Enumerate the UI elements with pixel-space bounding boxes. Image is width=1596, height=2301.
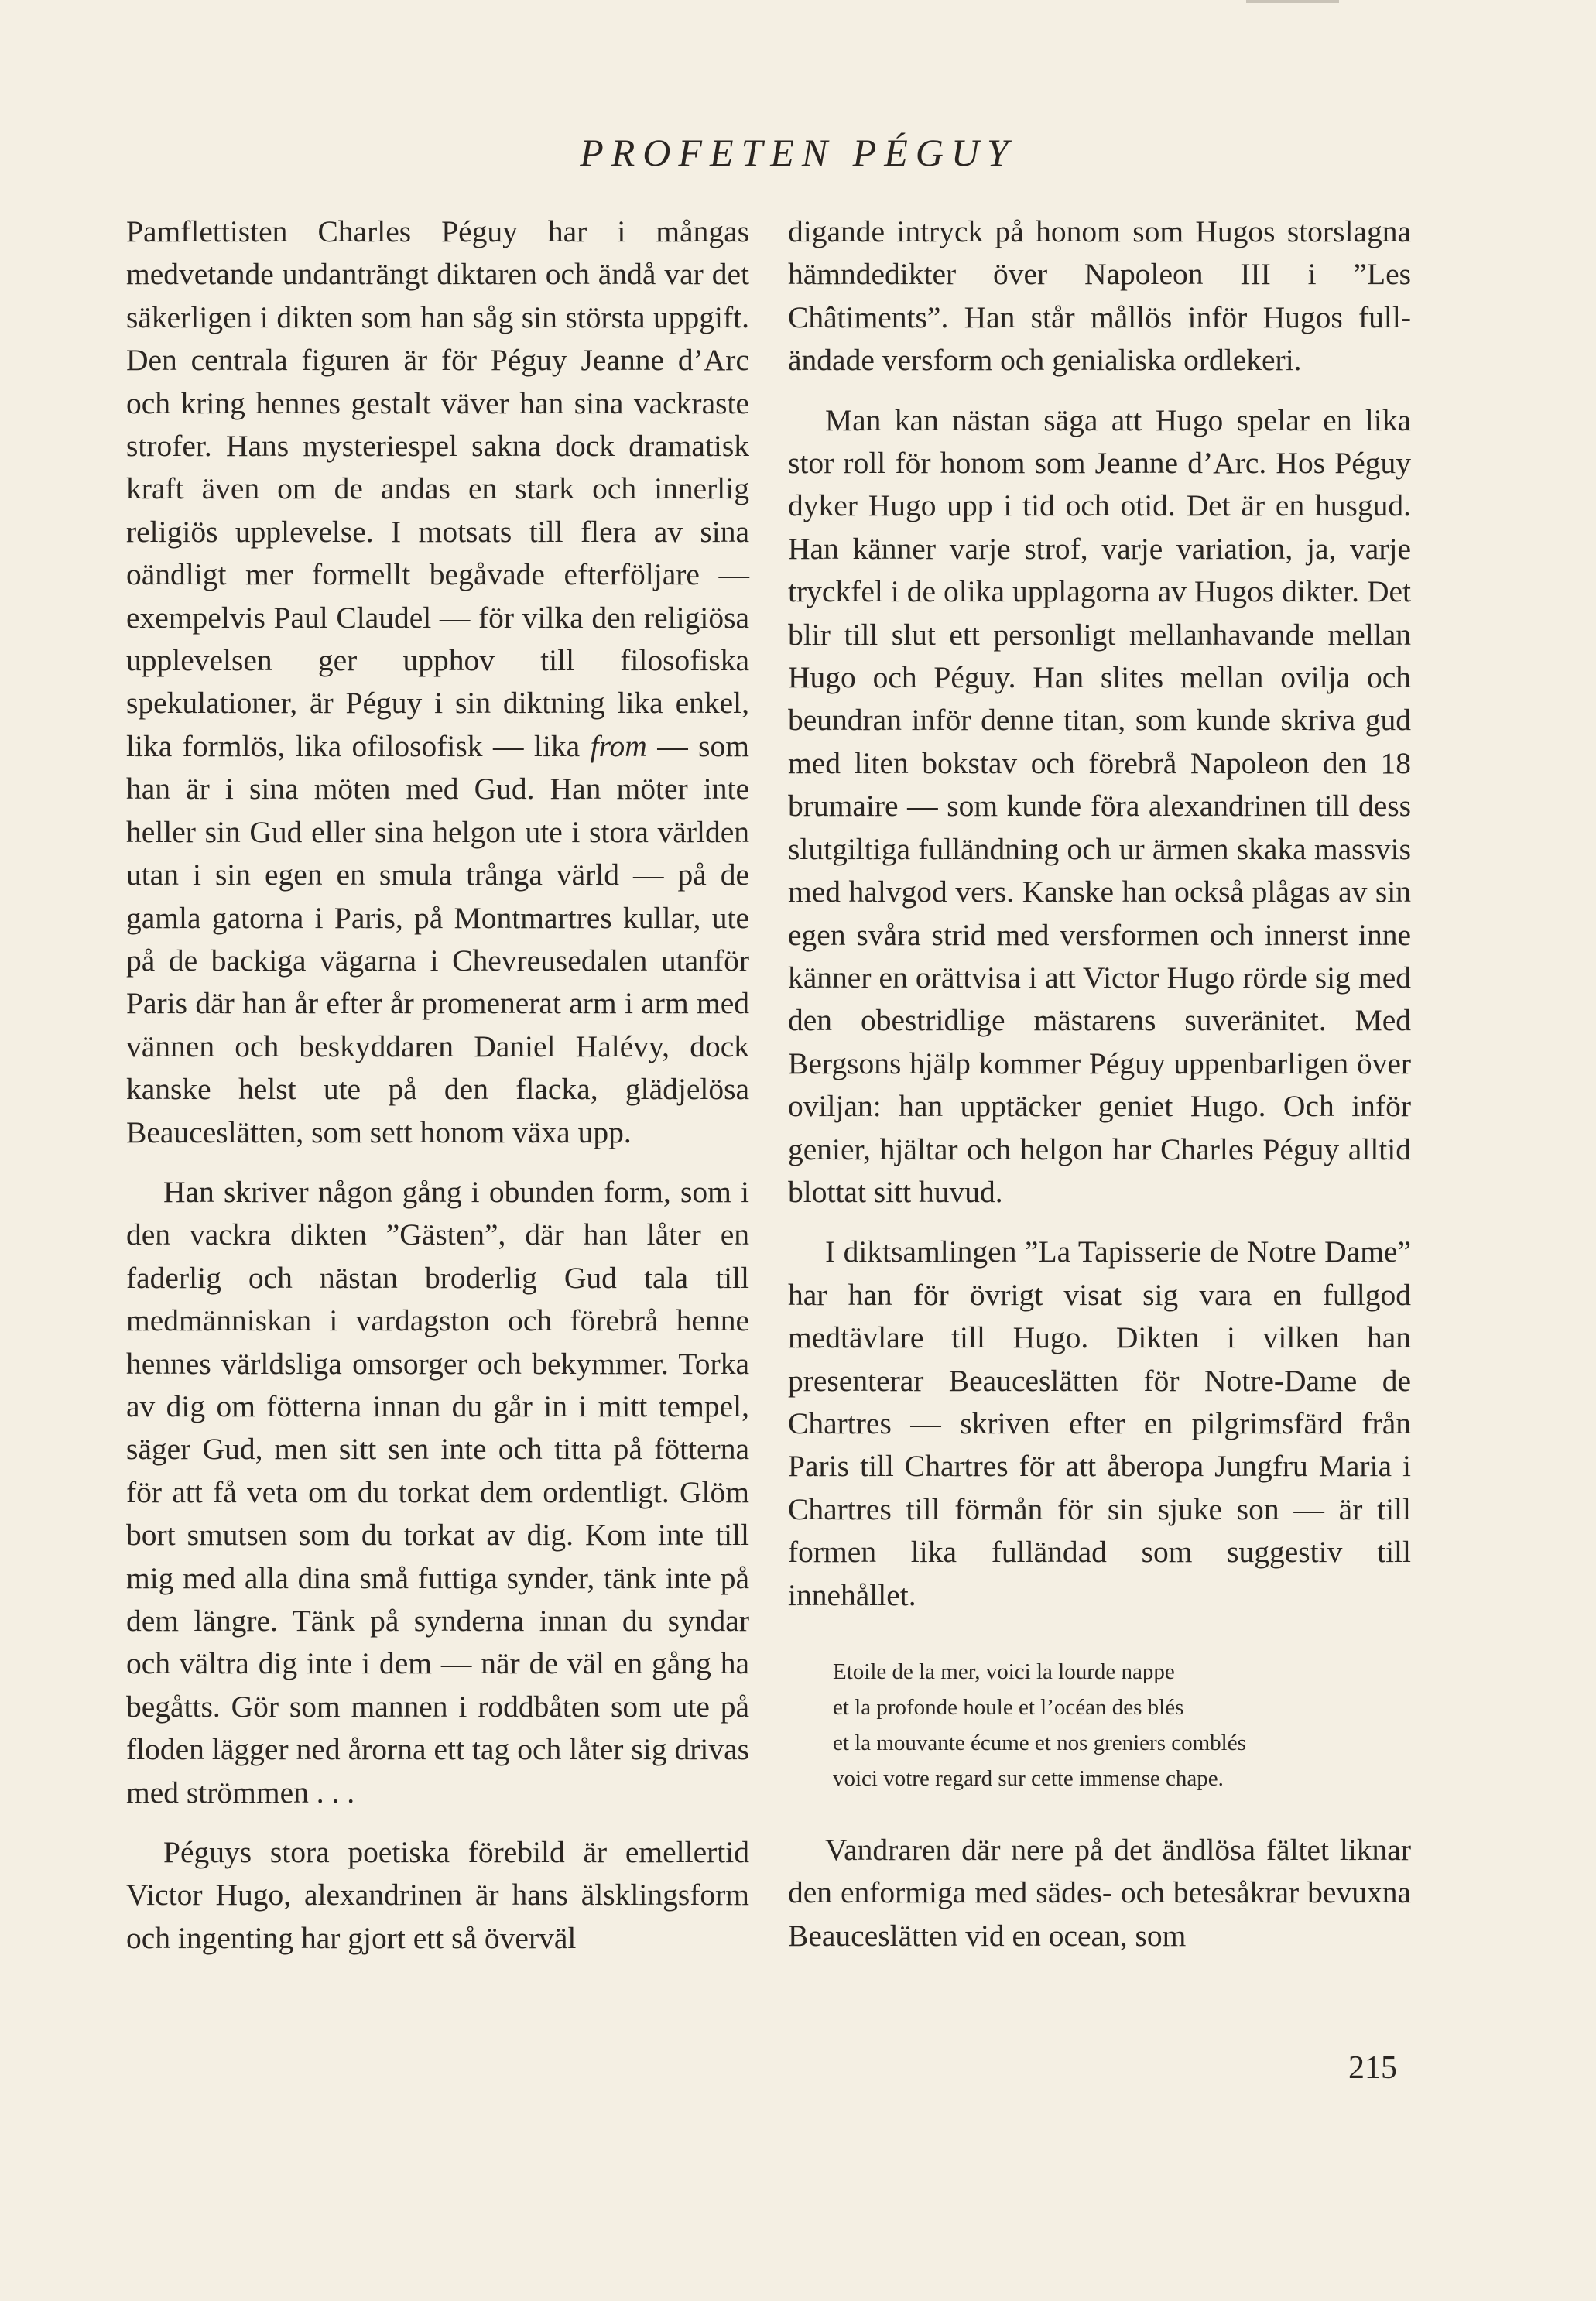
running-title: PROFETEN PÉGUY [580,131,1016,174]
paragraph: I diktsamlingen ”La Tapisserie de Notre Dame” har han för övrigt visat sig vara en fullgod medtävlare till Hugo. Dikten i vilken han presenterar Beauceslätten för Notre-Dame de Chartres — skriven efter en pilgrimsfärd från Paris till Chartres för att åberopa Jungfru Maria i Chartres till förmån för sin sjuke son — är till formen lika fulländad som suggestiv till innehållet. [788,1234,1411,1612]
paragraph-text: — som han är i sina möten med Gud. Han möter inte heller sin Gud eller sina helgon ute i stora världen utan i sin egen en smula trånga värld — på de gamla gatorna i Paris, på Montmartres kullar, ute på de backiga vägarna i Chevreusedalen utanför Paris där han år efter år promenerat arm i arm med vännen och beskyddaren Daniel Halévy, dock kanske helst ute på den flacka, glädjelösa Beauceslätten, som sett honom växa upp. [126,728,750,1149]
verse-line: Etoile de la mer, voici la lourde nappe [833,1659,1175,1684]
page-number: 215 [1348,2050,1397,2086]
verse-quote [833,1654,1411,1796]
paragraph: Vandraren där nere på det ändlösa fältet liknar den enformiga med sädes- och betesåkrar bevuxna Beauceslätten vid en ocean, som [788,1833,1411,1953]
verse-line: et la mouvante écume et nos greniers comblés [833,1731,1246,1755]
verse-line: voici votre regard sur cette immense chape. [833,1766,1224,1791]
paragraph: Han skriver någon gång i obunden form, som i den vackra dikten ”Gästen”, där han låter en faderlig och nästan broderlig Gud tala till medmänniskan i vardagston och förebrå henne hennes världsliga omsorger och bekymmer. Torka av dig om fötterna innan du går in i mitt tempel, säger Gud, men sitt sen inte och titta på fötterna för att få veta om du torkat dem ordentligt. Glöm bort smutsen som du torkat av dig. Kom inte till mig med alla dina små futtiga synder, tänk inte på dem längre. Tänk på synderna innan du syndar och vältra dig inte i dem — när de väl en gång ha begåtts. Gör som mannen i roddbåten som ute på floden lägger ned årorna ett tag och låter sig drivas med strömmen . . . [126,1174,749,1810]
paragraph: Man kan nästan säga att Hugo spelar en lika stor roll för honom som Jeanne d’Arc. Hos Péguy dyker Hugo upp i tid och otid. Det är en husgud. Han känner varje strof, varje variation, ja, varje tryckfel i de olika upplagorna av Hugos dikter. Det blir till slut ett personligt mellanhavande mellan Hugo och Péguy. Han slites mellan ovilja och beundran inför denne titan, som kunde skriva gud med liten bokstav och förebrå Napoleon den 18 brumaire — som kunde föra alexandrinen till dess slutgiltiga fulländning och ur ärmen skaka massvis med halvgod vers. Kanske han också plågas av sin egen svåra strid med versformen och innerst inne känner en orättvisa i att Victor Hugo rörde sig med den obestridlige mästarens suveränitet. Med Bergsons hjälp kommer Péguy uppenbarligen över oviljan: han upptäcker geniet Hugo. Och inför genier, hjältar och helgon har Charles Péguy alltid blottat sitt huvud. [788,402,1411,1209]
verse-line: et la profonde houle et l’océan des blés [833,1695,1184,1720]
right-column [788,211,1411,1957]
paragraph: Péguys stora poetiska förebild är emellertid Victor Hugo, alexandrinen är hans älsklingsform och ingenting har gjort ett så överväl [126,1835,749,1955]
left-column [126,211,749,1960]
scan-edge-mark [1246,0,1339,3]
paragraph-text: Pamflettisten Charles Péguy har i mångas medvetande undanträngt diktaren och ändå var det säkerligen i dikten som han såg sin största uppgift. Den centrala figuren är för Péguy Jeanne d’Arc och kring hennes gestalt väver han sina vackraste strofer. Hans mysteriespel sakna dock dramatisk kraft även om de andas en stark och innerlig religiös upplevelse. I motsats till flera av sina oändligt mer formellt begåvade efterföljare — exempelvis Paul Claudel — för vilka den religiösa upplevelsen ger upphov till filosofiska spekulationer, är Péguy i sin diktning lika enkel, lika formlös, lika ofilosofisk — lika [126,214,749,763]
paragraph: digande intryck på honom som Hugos storslagna hämndedikter över Napoleon III i ”Les Châtiments”. Han står mållös inför Hugos fulländade versform och genialiska ordlekeri. [788,214,1411,378]
paragraph [126,211,749,1154]
italic-word: from [590,728,647,763]
